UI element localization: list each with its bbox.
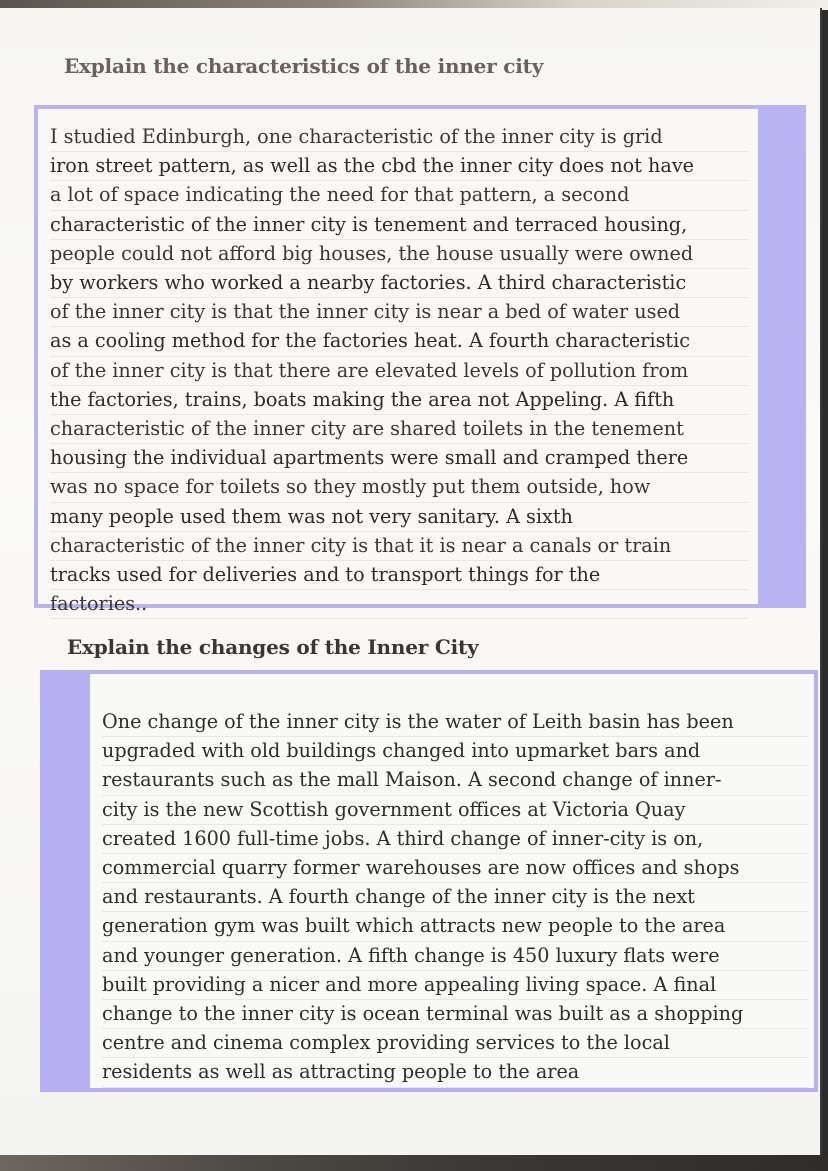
text-line: and younger generation. A fifth change is 450 luxury flats were [102, 942, 808, 971]
text-line: city is the new Scottish government offices at Victoria Quay [102, 796, 808, 825]
text-line: characteristic of the inner city is tenement and terraced housing, [50, 211, 748, 240]
text-line: residents as well as attracting people to the area [102, 1058, 808, 1087]
text-line: was no space for toilets so they mostly put them outside, how [50, 473, 748, 502]
text-line: built providing a nicer and more appealing living space. A final [102, 971, 808, 1000]
text-line: iron street pattern, as well as the cbd the inner city does not have [50, 152, 748, 181]
characteristics-answer-box [34, 105, 806, 616]
text-line: upgraded with old buildings changed into upmarket bars and [102, 737, 808, 766]
text-line: many people used them was not very sanitary. A sixth [50, 503, 748, 532]
text-line: as a cooling method for the factories heat. A fourth characteristic [50, 327, 748, 356]
document-page [0, 8, 822, 1158]
text-line: and restaurants. A fourth change of the inner city is the next [102, 883, 808, 912]
text-line: commercial quarry former warehouses are now offices and shops [102, 854, 808, 883]
text-line: the factories, trains, boats making the area not Appeling. A fifth [50, 386, 748, 415]
text-line: characteristic of the inner city is that it is near a canals or train [50, 532, 748, 561]
text-line: characteristic of the inner city are shared toilets in the tenement [50, 415, 748, 444]
text-line: change to the inner city is ocean terminal was built as a shopping [102, 1000, 808, 1029]
section-1-heading: Explain the characteristics of the inner city [64, 54, 544, 78]
text-line: restaurants such as the mall Maison. A second change of inner- [102, 766, 808, 795]
text-line: people could not afford big houses, the house usually were owned [50, 240, 748, 269]
text-line: generation gym was built which attracts new people to the area [102, 912, 808, 941]
text-line: centre and cinema complex providing services to the local [102, 1029, 808, 1058]
text-line: of the inner city is that the inner city is near a bed of water used [50, 298, 748, 327]
text-line: factories.. [50, 590, 748, 619]
characteristics-answer-inner [38, 109, 758, 616]
text-line: created 1600 full-time jobs. A third change of inner-city is on, [102, 825, 808, 854]
text-line: by workers who worked a nearby factories. A third characteristic [50, 269, 748, 298]
characteristics-answer-text [50, 123, 748, 619]
text-line: housing the individual apartments were small and cramped there [50, 444, 748, 473]
photo-edge-bottom [0, 1155, 828, 1171]
text-line: of the inner city is that there are elevated levels of pollution from [50, 357, 748, 386]
changes-answer-text [102, 708, 808, 1088]
text-line: a lot of space indicating the need for that pattern, a second [50, 181, 748, 210]
text-line: One change of the inner city is the water of Leith basin has been [102, 708, 808, 737]
text-line: tracks used for deliveries and to transport things for the [50, 561, 748, 590]
text-line: I studied Edinburgh, one characteristic of the inner city is grid [50, 123, 748, 152]
section-2-heading: Explain the changes of the Inner City [67, 635, 479, 659]
changes-answer-box [40, 670, 818, 1092]
changes-answer-inner [90, 674, 814, 1088]
